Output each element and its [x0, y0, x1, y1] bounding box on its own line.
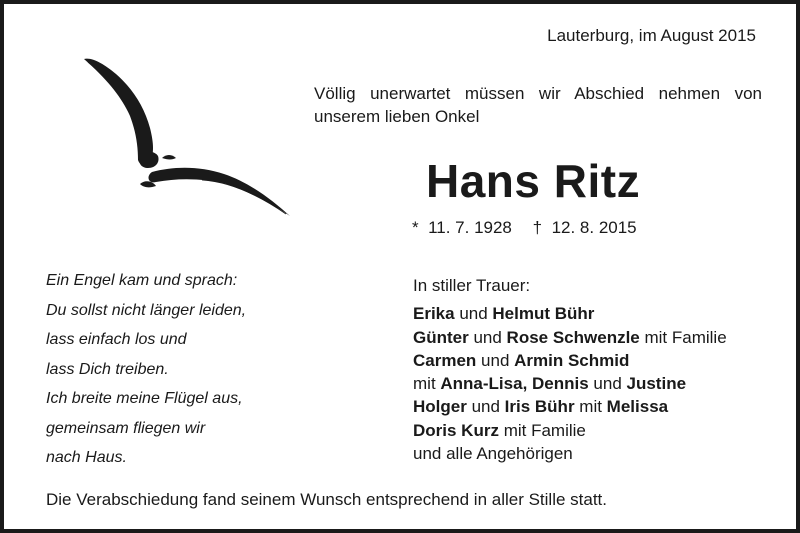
mourner-name: Carmen — [413, 350, 477, 370]
mourner-name: Erika — [413, 304, 455, 324]
death-symbol: † — [532, 218, 543, 237]
mourner-row — [413, 395, 727, 418]
poem-line: gemeinsam fliegen wir — [46, 419, 206, 437]
life-dates — [412, 218, 637, 238]
mourner-name: Rose Schwenzle — [506, 327, 640, 347]
mourner-text: mit Familie — [639, 327, 727, 347]
deceased-name: Hans Ritz — [426, 155, 641, 207]
bird-brushstroke-icon — [82, 54, 294, 219]
mourner-name: Justine — [626, 374, 687, 394]
intro-text: Völlig unerwartet müssen wir Abschied nehmen von unserem lieben Onkel — [314, 84, 762, 126]
death-date: 12. 8. 2015 — [551, 218, 637, 237]
mourner-row — [413, 349, 727, 372]
mourner-text: und alle Angehörigen — [413, 444, 573, 464]
mourner-row — [413, 326, 727, 349]
mourners-list — [413, 274, 727, 465]
mourner-text: und — [588, 374, 627, 394]
place-date: Lauterburg, im August 2015 — [547, 26, 756, 45]
mourner-row — [413, 419, 727, 442]
mourner-name: Melissa — [606, 397, 669, 417]
poem-line: nach Haus. — [46, 449, 127, 466]
poem-line: Ich breite meine Flügel aus, — [46, 390, 243, 407]
poem-line: Ein Engel kam und sprach: — [46, 272, 238, 289]
mourners-heading: In stiller Trauer: — [413, 276, 531, 295]
mourner-text: mit Familie — [498, 420, 586, 440]
mourner-text: und — [454, 304, 493, 324]
mourner-text: mit — [413, 374, 441, 394]
mourner-text: und — [476, 350, 515, 370]
mourner-name: Günter — [413, 327, 469, 347]
mourner-text: mit — [574, 397, 607, 417]
poem-line: Du sollst nicht länger leiden, — [46, 301, 247, 319]
mourner-name: Armin Schmid — [514, 350, 630, 370]
birth-symbol: * — [412, 218, 419, 237]
poem-line: lass Dich treiben. — [46, 360, 169, 378]
mourner-name: Anna-Lisa, Dennis — [440, 374, 589, 394]
mourner-row — [413, 442, 727, 465]
mourner-row — [413, 302, 727, 325]
mourner-text: und — [466, 397, 505, 417]
mourner-name: Doris Kurz — [413, 420, 499, 440]
birth-date: 11. 7. 1928 — [428, 218, 512, 237]
mourner-name: Holger — [413, 397, 467, 417]
poem-line: lass einfach los und — [46, 331, 187, 348]
mourner-name: Helmut Bühr — [492, 304, 595, 324]
mourner-rows — [413, 302, 727, 465]
footer-note: Die Verabschiedung fand seinem Wunsch entsprechend in aller Stille statt. — [46, 490, 608, 509]
mourner-name: Iris Bühr — [504, 397, 575, 417]
poem — [46, 266, 246, 473]
mourner-text: und — [468, 327, 507, 347]
mourner-row — [413, 372, 727, 395]
